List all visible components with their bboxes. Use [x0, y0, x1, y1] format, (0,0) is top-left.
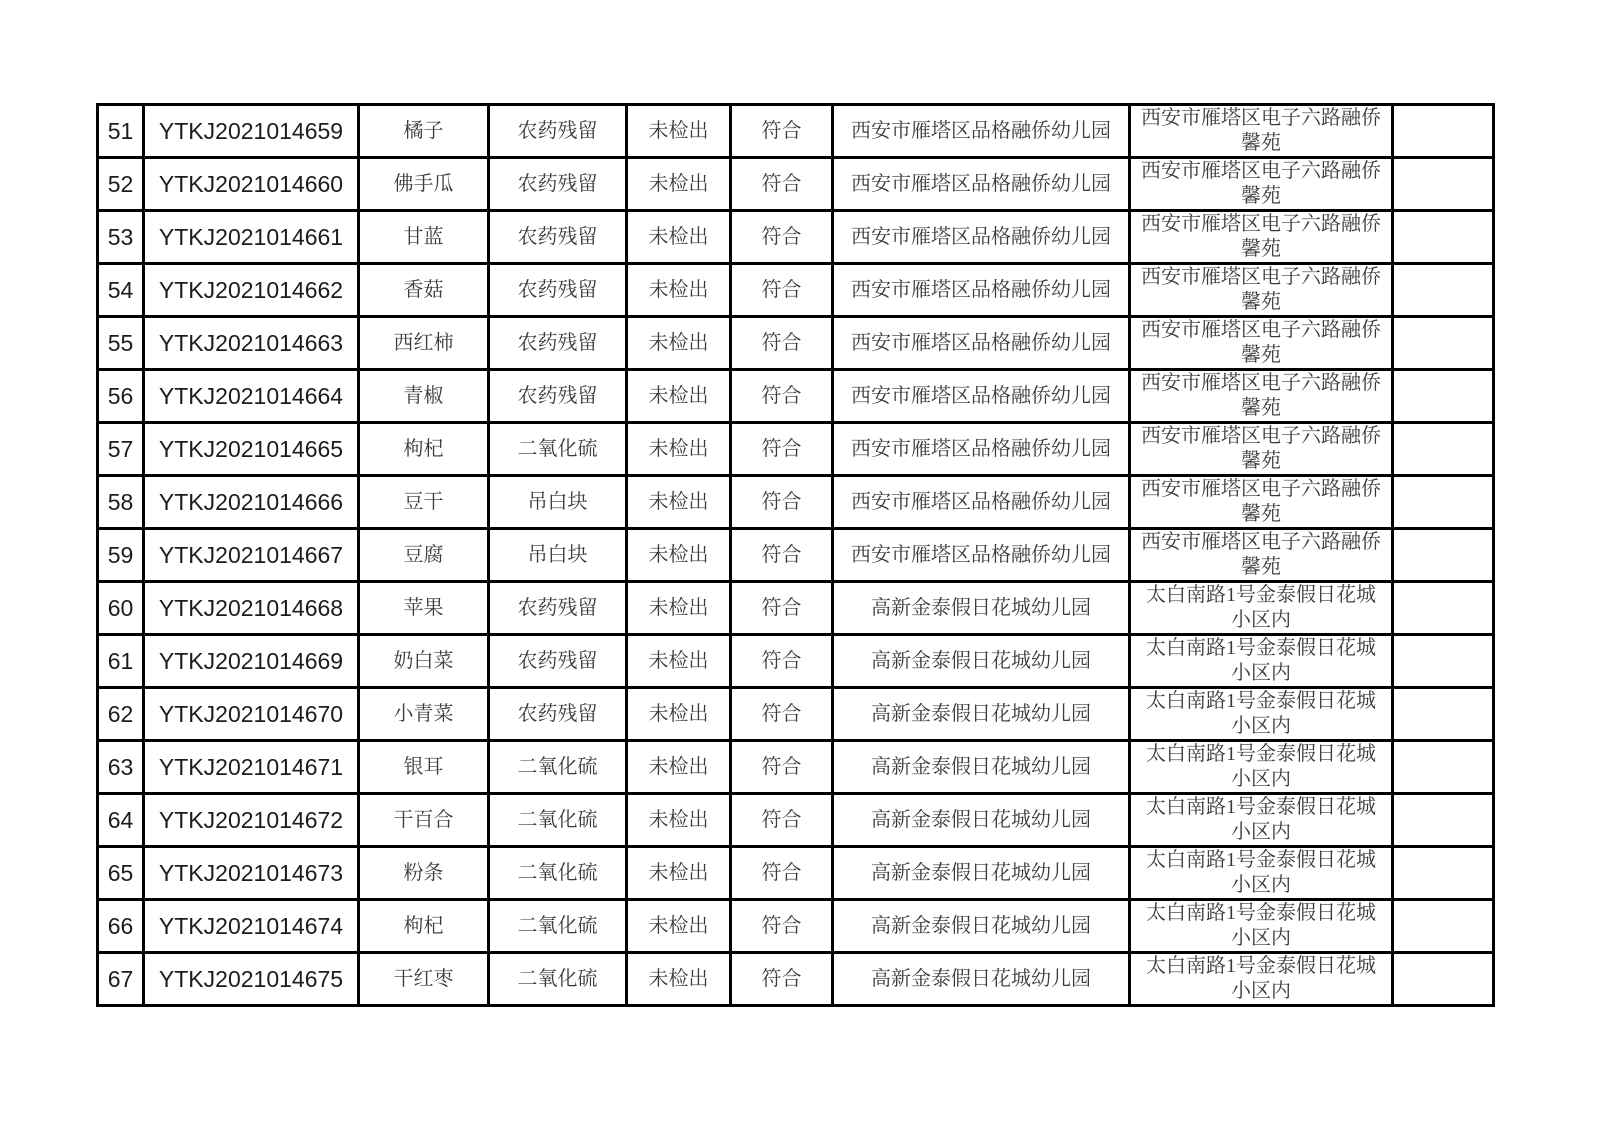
- cell-test-item: 农药残留: [489, 635, 627, 688]
- cell-row-number: 61: [98, 635, 144, 688]
- cell-sample-name: 枸杞: [359, 423, 489, 476]
- table-row: [98, 953, 1494, 1006]
- cell-remark: [1393, 264, 1494, 317]
- cell-test-item: 二氧化硫: [489, 900, 627, 953]
- cell-test-item: 农药残留: [489, 264, 627, 317]
- address-line: 馨苑: [1241, 397, 1281, 419]
- address-line: 馨苑: [1241, 238, 1281, 260]
- cell-organization: 西安市雁塔区品格融侨幼儿园: [833, 264, 1130, 317]
- cell-sample-name: 橘子: [359, 105, 489, 158]
- cell-conclusion: 符合: [731, 953, 833, 1006]
- table-row: [98, 582, 1494, 635]
- cell-result: 未检出: [627, 370, 731, 423]
- cell-remark: [1393, 582, 1494, 635]
- cell-organization: 高新金泰假日花城幼儿园: [833, 953, 1130, 1006]
- cell-remark: [1393, 741, 1494, 794]
- table-row: [98, 370, 1494, 423]
- cell-test-item: 吊白块: [489, 529, 627, 582]
- cell-row-number: 60: [98, 582, 144, 635]
- address-line: 太白南路1号金泰假日花城: [1146, 796, 1376, 818]
- cell-test-item: 吊白块: [489, 476, 627, 529]
- cell-address: [1130, 529, 1393, 582]
- table-row: [98, 741, 1494, 794]
- cell-sample-id: YTKJ2021014675: [144, 953, 359, 1006]
- table-row: [98, 529, 1494, 582]
- cell-conclusion: 符合: [731, 158, 833, 211]
- cell-sample-name: 香菇: [359, 264, 489, 317]
- address-line: 馨苑: [1241, 344, 1281, 366]
- cell-conclusion: 符合: [731, 370, 833, 423]
- address-line: 西安市雁塔区电子六路融侨: [1141, 160, 1381, 182]
- address-line: 西安市雁塔区电子六路融侨: [1141, 372, 1381, 394]
- cell-row-number: 59: [98, 529, 144, 582]
- cell-address: [1130, 370, 1393, 423]
- cell-row-number: 54: [98, 264, 144, 317]
- cell-test-item: 农药残留: [489, 158, 627, 211]
- table-row: [98, 158, 1494, 211]
- cell-remark: [1393, 688, 1494, 741]
- cell-conclusion: 符合: [731, 529, 833, 582]
- cell-organization: 高新金泰假日花城幼儿园: [833, 900, 1130, 953]
- cell-test-item: 农药残留: [489, 582, 627, 635]
- cell-test-item: 二氧化硫: [489, 953, 627, 1006]
- cell-sample-id: YTKJ2021014660: [144, 158, 359, 211]
- cell-conclusion: 符合: [731, 741, 833, 794]
- address-line: 馨苑: [1241, 450, 1281, 472]
- cell-sample-id: YTKJ2021014667: [144, 529, 359, 582]
- table-body: [98, 105, 1494, 1006]
- table-row: [98, 264, 1494, 317]
- cell-test-item: 农药残留: [489, 317, 627, 370]
- cell-sample-name: 豆干: [359, 476, 489, 529]
- address-line: 太白南路1号金泰假日花城: [1146, 743, 1376, 765]
- cell-organization: 西安市雁塔区品格融侨幼儿园: [833, 476, 1130, 529]
- address-line: 馨苑: [1241, 291, 1281, 313]
- address-line: 太白南路1号金泰假日花城: [1146, 955, 1376, 977]
- cell-conclusion: 符合: [731, 582, 833, 635]
- cell-sample-id: YTKJ2021014659: [144, 105, 359, 158]
- cell-result: 未检出: [627, 105, 731, 158]
- cell-address: [1130, 211, 1393, 264]
- cell-sample-name: 奶白菜: [359, 635, 489, 688]
- cell-conclusion: 符合: [731, 794, 833, 847]
- cell-test-item: 农药残留: [489, 370, 627, 423]
- cell-row-number: 57: [98, 423, 144, 476]
- cell-organization: 西安市雁塔区品格融侨幼儿园: [833, 317, 1130, 370]
- cell-sample-id: YTKJ2021014661: [144, 211, 359, 264]
- address-line: 小区内: [1231, 768, 1291, 790]
- inspection-results-table: [96, 103, 1495, 1007]
- cell-row-number: 66: [98, 900, 144, 953]
- cell-sample-id: YTKJ2021014669: [144, 635, 359, 688]
- cell-sample-name: 小青菜: [359, 688, 489, 741]
- address-line: 小区内: [1231, 874, 1291, 896]
- cell-remark: [1393, 317, 1494, 370]
- address-line: 太白南路1号金泰假日花城: [1146, 637, 1376, 659]
- cell-remark: [1393, 105, 1494, 158]
- cell-remark: [1393, 953, 1494, 1006]
- cell-conclusion: 符合: [731, 264, 833, 317]
- cell-result: 未检出: [627, 211, 731, 264]
- cell-row-number: 56: [98, 370, 144, 423]
- cell-conclusion: 符合: [731, 476, 833, 529]
- cell-organization: 西安市雁塔区品格融侨幼儿园: [833, 370, 1130, 423]
- table-row: [98, 105, 1494, 158]
- cell-result: 未检出: [627, 423, 731, 476]
- cell-result: 未检出: [627, 635, 731, 688]
- cell-sample-id: YTKJ2021014668: [144, 582, 359, 635]
- cell-sample-id: YTKJ2021014672: [144, 794, 359, 847]
- cell-result: 未检出: [627, 794, 731, 847]
- cell-result: 未检出: [627, 741, 731, 794]
- address-line: 小区内: [1231, 715, 1291, 737]
- cell-row-number: 64: [98, 794, 144, 847]
- cell-result: 未检出: [627, 476, 731, 529]
- cell-address: [1130, 953, 1393, 1006]
- cell-result: 未检出: [627, 529, 731, 582]
- cell-row-number: 52: [98, 158, 144, 211]
- cell-address: [1130, 847, 1393, 900]
- address-line: 小区内: [1231, 927, 1291, 949]
- cell-address: [1130, 900, 1393, 953]
- cell-sample-name: 青椒: [359, 370, 489, 423]
- cell-test-item: 二氧化硫: [489, 847, 627, 900]
- table-row: [98, 794, 1494, 847]
- address-line: 西安市雁塔区电子六路融侨: [1141, 266, 1381, 288]
- cell-sample-name: 西红柿: [359, 317, 489, 370]
- address-line: 太白南路1号金泰假日花城: [1146, 584, 1376, 606]
- cell-organization: 西安市雁塔区品格融侨幼儿园: [833, 529, 1130, 582]
- address-line: 馨苑: [1241, 503, 1281, 525]
- cell-sample-id: YTKJ2021014666: [144, 476, 359, 529]
- table-row: [98, 476, 1494, 529]
- address-line: 西安市雁塔区电子六路融侨: [1141, 319, 1381, 341]
- address-line: 小区内: [1231, 821, 1291, 843]
- cell-test-item: 二氧化硫: [489, 423, 627, 476]
- cell-conclusion: 符合: [731, 317, 833, 370]
- cell-row-number: 65: [98, 847, 144, 900]
- cell-organization: 西安市雁塔区品格融侨幼儿园: [833, 105, 1130, 158]
- cell-row-number: 55: [98, 317, 144, 370]
- cell-organization: 高新金泰假日花城幼儿园: [833, 847, 1130, 900]
- cell-sample-id: YTKJ2021014663: [144, 317, 359, 370]
- cell-sample-name: 甘蓝: [359, 211, 489, 264]
- cell-organization: 高新金泰假日花城幼儿园: [833, 741, 1130, 794]
- cell-conclusion: 符合: [731, 688, 833, 741]
- cell-result: 未检出: [627, 900, 731, 953]
- cell-organization: 高新金泰假日花城幼儿园: [833, 582, 1130, 635]
- address-line: 西安市雁塔区电子六路融侨: [1141, 425, 1381, 447]
- cell-organization: 高新金泰假日花城幼儿园: [833, 688, 1130, 741]
- cell-sample-id: YTKJ2021014662: [144, 264, 359, 317]
- cell-remark: [1393, 370, 1494, 423]
- cell-address: [1130, 635, 1393, 688]
- table-row: [98, 635, 1494, 688]
- cell-conclusion: 符合: [731, 635, 833, 688]
- cell-remark: [1393, 847, 1494, 900]
- cell-test-item: 二氧化硫: [489, 794, 627, 847]
- cell-row-number: 51: [98, 105, 144, 158]
- address-line: 馨苑: [1241, 556, 1281, 578]
- cell-organization: 西安市雁塔区品格融侨幼儿园: [833, 211, 1130, 264]
- cell-remark: [1393, 794, 1494, 847]
- table-row: [98, 423, 1494, 476]
- cell-address: [1130, 158, 1393, 211]
- cell-sample-id: YTKJ2021014671: [144, 741, 359, 794]
- cell-address: [1130, 794, 1393, 847]
- cell-sample-name: 银耳: [359, 741, 489, 794]
- cell-address: [1130, 264, 1393, 317]
- cell-sample-id: YTKJ2021014665: [144, 423, 359, 476]
- address-line: 馨苑: [1241, 132, 1281, 154]
- cell-result: 未检出: [627, 264, 731, 317]
- address-line: 西安市雁塔区电子六路融侨: [1141, 478, 1381, 500]
- cell-remark: [1393, 476, 1494, 529]
- cell-result: 未检出: [627, 688, 731, 741]
- cell-test-item: 农药残留: [489, 688, 627, 741]
- cell-conclusion: 符合: [731, 211, 833, 264]
- cell-sample-name: 粉条: [359, 847, 489, 900]
- cell-conclusion: 符合: [731, 847, 833, 900]
- table-row: [98, 211, 1494, 264]
- cell-result: 未检出: [627, 317, 731, 370]
- cell-sample-name: 干红枣: [359, 953, 489, 1006]
- cell-result: 未检出: [627, 953, 731, 1006]
- cell-test-item: 二氧化硫: [489, 741, 627, 794]
- cell-result: 未检出: [627, 582, 731, 635]
- address-line: 小区内: [1231, 980, 1291, 1002]
- address-line: 小区内: [1231, 662, 1291, 684]
- cell-conclusion: 符合: [731, 105, 833, 158]
- cell-sample-name: 枸杞: [359, 900, 489, 953]
- cell-remark: [1393, 423, 1494, 476]
- address-line: 小区内: [1231, 609, 1291, 631]
- cell-address: [1130, 476, 1393, 529]
- cell-address: [1130, 317, 1393, 370]
- cell-address: [1130, 582, 1393, 635]
- cell-remark: [1393, 635, 1494, 688]
- cell-sample-id: YTKJ2021014674: [144, 900, 359, 953]
- cell-address: [1130, 741, 1393, 794]
- table-row: [98, 847, 1494, 900]
- cell-test-item: 农药残留: [489, 105, 627, 158]
- cell-sample-id: YTKJ2021014664: [144, 370, 359, 423]
- cell-row-number: 63: [98, 741, 144, 794]
- cell-row-number: 67: [98, 953, 144, 1006]
- cell-remark: [1393, 529, 1494, 582]
- cell-address: [1130, 423, 1393, 476]
- cell-organization: 高新金泰假日花城幼儿园: [833, 635, 1130, 688]
- cell-sample-id: YTKJ2021014673: [144, 847, 359, 900]
- cell-remark: [1393, 211, 1494, 264]
- address-line: 太白南路1号金泰假日花城: [1146, 690, 1376, 712]
- cell-sample-id: YTKJ2021014670: [144, 688, 359, 741]
- cell-conclusion: 符合: [731, 900, 833, 953]
- address-line: 太白南路1号金泰假日花城: [1146, 902, 1376, 924]
- cell-sample-name: 苹果: [359, 582, 489, 635]
- address-line: 西安市雁塔区电子六路融侨: [1141, 213, 1381, 235]
- address-line: 馨苑: [1241, 185, 1281, 207]
- cell-result: 未检出: [627, 158, 731, 211]
- cell-sample-name: 干百合: [359, 794, 489, 847]
- cell-test-item: 农药残留: [489, 211, 627, 264]
- cell-conclusion: 符合: [731, 423, 833, 476]
- cell-result: 未检出: [627, 847, 731, 900]
- table-row: [98, 317, 1494, 370]
- cell-sample-name: 豆腐: [359, 529, 489, 582]
- cell-address: [1130, 688, 1393, 741]
- cell-organization: 高新金泰假日花城幼儿园: [833, 794, 1130, 847]
- cell-remark: [1393, 158, 1494, 211]
- cell-organization: 西安市雁塔区品格融侨幼儿园: [833, 423, 1130, 476]
- cell-address: [1130, 105, 1393, 158]
- address-line: 太白南路1号金泰假日花城: [1146, 849, 1376, 871]
- cell-row-number: 53: [98, 211, 144, 264]
- cell-organization: 西安市雁塔区品格融侨幼儿园: [833, 158, 1130, 211]
- cell-sample-name: 佛手瓜: [359, 158, 489, 211]
- cell-row-number: 58: [98, 476, 144, 529]
- address-line: 西安市雁塔区电子六路融侨: [1141, 107, 1381, 129]
- cell-remark: [1393, 900, 1494, 953]
- cell-row-number: 62: [98, 688, 144, 741]
- table-row: [98, 688, 1494, 741]
- address-line: 西安市雁塔区电子六路融侨: [1141, 531, 1381, 553]
- table-row: [98, 900, 1494, 953]
